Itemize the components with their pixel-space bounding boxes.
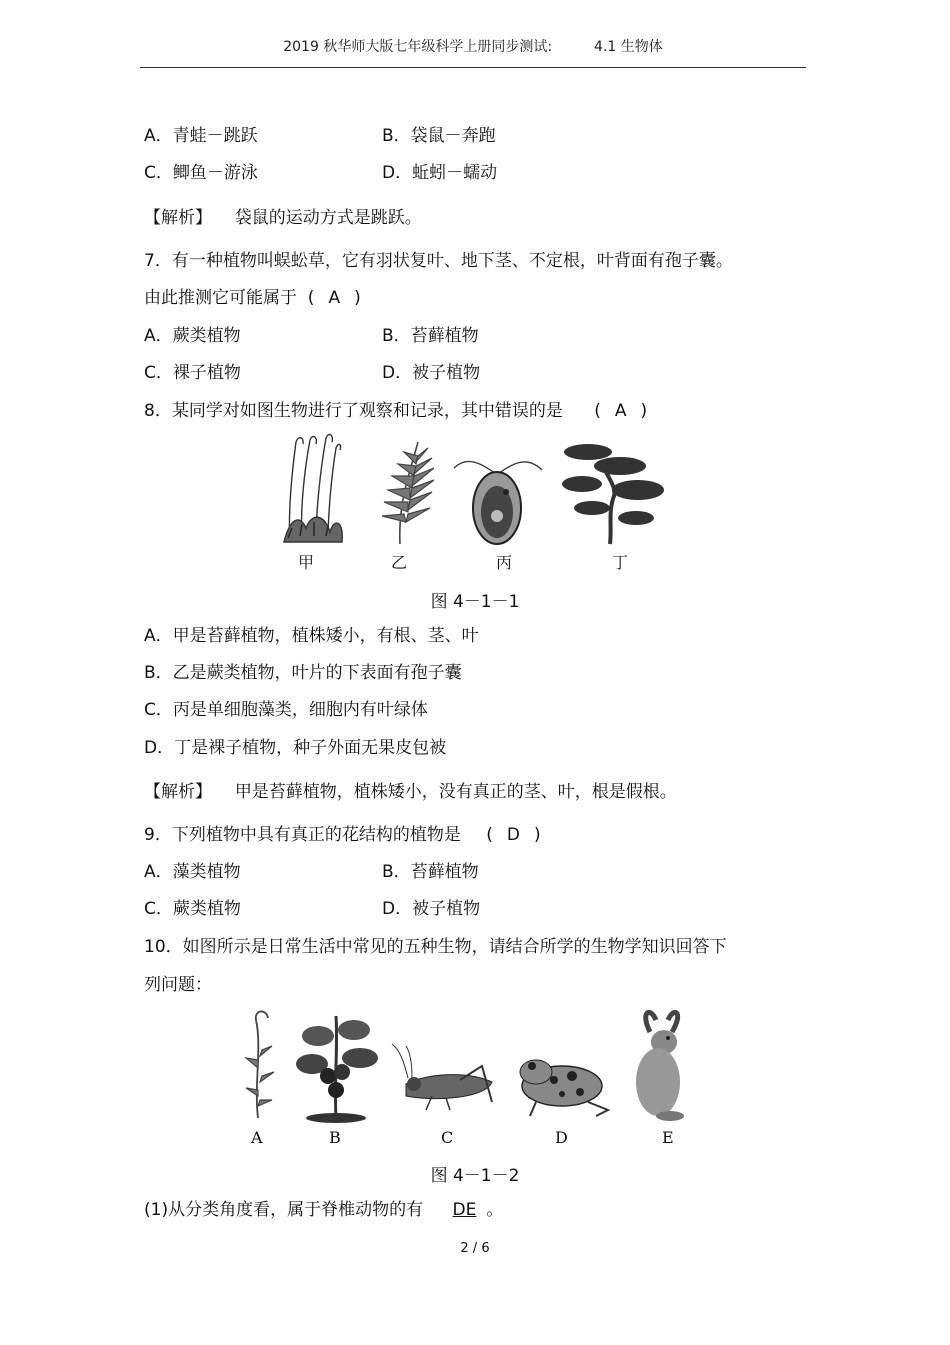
- q9-option-a: A．藻类植物: [144, 862, 241, 882]
- q10-sub1-end: 。: [486, 1200, 504, 1220]
- analysis-tag: 【解析】: [144, 782, 212, 802]
- q10-stem-line2: 列问题：: [144, 975, 212, 995]
- tomato-plant-icon: [296, 1016, 378, 1123]
- analysis-text: 甲是苔藓植物，植株矮小，没有真正的茎、叶，根是假根。: [234, 782, 677, 802]
- q7-option-d: D．被子植物: [382, 363, 481, 383]
- moss-icon: [284, 435, 342, 542]
- frog-icon: [520, 1060, 608, 1116]
- q10-sub1: [144, 1199, 503, 1221]
- rabbit-icon: [636, 1012, 684, 1121]
- q10-sub1-answer: DE: [452, 1200, 477, 1220]
- q9-option-c: C．蕨类植物: [144, 899, 241, 919]
- q8-option-d: D．丁是裸子植物，种子外面无果皮包被: [144, 738, 447, 758]
- figure-label-jia: 甲: [298, 553, 315, 572]
- q7-option-b: B．苔藓植物: [382, 326, 479, 346]
- figure-label-c: C: [441, 1128, 454, 1147]
- q6-option-d: D．蚯蚓－蠕动: [382, 163, 498, 183]
- analysis-tag: 【解析】: [144, 208, 212, 228]
- q9-answer: D: [506, 825, 520, 845]
- figure-label-b: B: [329, 1128, 341, 1147]
- q9-stem: 9．下列植物中具有真正的花结构的植物是 ( D ): [144, 825, 541, 845]
- fern-icon: [382, 442, 434, 544]
- q10-sub1-text: (1)从分类角度看，属于脊椎动物的有: [144, 1200, 424, 1220]
- q7-option-a: A．蕨类植物: [144, 326, 241, 346]
- q8-option-b: B．乙是蕨类植物，叶片的下表面有孢子囊: [144, 663, 462, 683]
- q10-stem-line1: 10．如图所示是日常生活中常见的五种生物，请结合所学的生物学知识回答下: [144, 937, 727, 957]
- q6-option-c: C．鲫鱼－游泳: [144, 163, 258, 183]
- q8-answer: A: [614, 401, 627, 421]
- q6-option-b: B．袋鼠－奔跑: [382, 126, 496, 146]
- q8-option-a: A．甲是苔藓植物，植株矮小，有根、茎、叶: [144, 626, 479, 646]
- q8-stem-text: 8．某同学对如图生物进行了观察和记录，其中错误的是: [144, 401, 563, 421]
- figure-label-e: E: [662, 1128, 674, 1147]
- q9-option-b: B．苔藓植物: [382, 862, 479, 882]
- q7-stem-text: 由此推测它可能属于: [144, 288, 297, 308]
- header-section: 4.1 生物体: [594, 39, 663, 55]
- q8-stem: 8．某同学对如图生物进行了观察和记录，其中错误的是 ( A ): [144, 401, 648, 421]
- q7-answer: A: [328, 288, 341, 308]
- pine-icon: [562, 444, 664, 544]
- q6-option-a: A．青蛙－跳跃: [144, 126, 258, 146]
- q7-option-c: C．裸子植物: [144, 363, 241, 383]
- page-header: [140, 36, 806, 56]
- q8-analysis: [144, 781, 677, 803]
- q6-analysis: [144, 207, 422, 229]
- analysis-text: 袋鼠的运动方式是跳跃。: [234, 208, 422, 228]
- grasshopper-icon: [392, 1044, 492, 1110]
- q7-stem-line2: 由此推测它可能属于 ( A ): [144, 288, 361, 308]
- q7-stem-line1: 7．有一种植物叫蜈蚣草，它有羽状复叶、地下茎、不定根，叶背面有孢子囊。: [144, 251, 733, 271]
- chlamydomonas-icon: [454, 461, 542, 544]
- header-rule: [140, 67, 806, 68]
- figure-label-a: A: [251, 1128, 263, 1147]
- q9-option-d: D．被子植物: [382, 899, 481, 919]
- figure-label-d: D: [555, 1128, 568, 1147]
- figure-4-1-1: [270, 432, 670, 547]
- q9-stem-text: 9．下列植物中具有真正的花结构的植物是: [144, 825, 461, 845]
- figure-label-bing: 丙: [496, 553, 513, 572]
- header-title: 2019 秋华师大版七年级科学上册同步测试:: [283, 39, 553, 55]
- page-number: 2 / 6: [460, 1241, 490, 1256]
- q8-option-c: C．丙是单细胞藻类，细胞内有叶绿体: [144, 700, 428, 720]
- fern-sprout-icon: [246, 1011, 274, 1118]
- figure-label-yi: 乙: [391, 553, 408, 572]
- figure-caption-4-1-1: 图 4－1－1: [430, 592, 520, 612]
- figure-4-1-2: [236, 1006, 712, 1124]
- figure-label-ding: 丁: [612, 553, 629, 572]
- figure-caption-4-1-2: 图 4－1－2: [430, 1166, 520, 1186]
